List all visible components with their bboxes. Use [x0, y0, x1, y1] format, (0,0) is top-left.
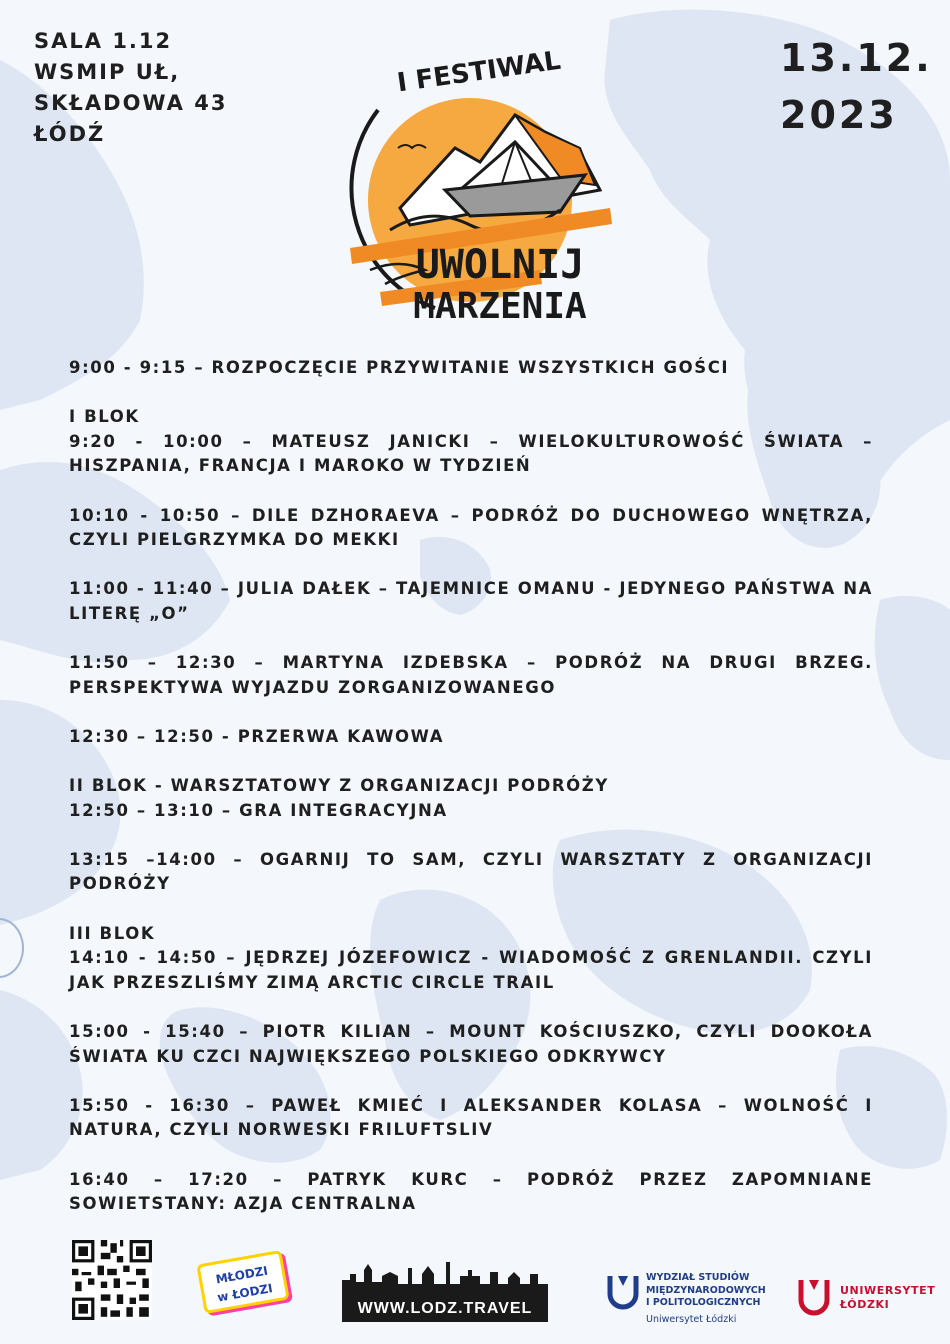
festival-logo — [330, 40, 620, 340]
travel-label: WWW.LODZ.TRAVEL — [342, 1296, 548, 1322]
schedule-item: 16:40 – 17:20 – PATRYK KURC – PODRÓŻ PRZEZ ZAPOMNIANE SOWIETSTANY: AZJA CENTRALNA — [69, 1169, 873, 1214]
wsmip-line: WYDZIAŁ STUDIÓW — [646, 1272, 750, 1283]
schedule-item: 14:10 - 14:50 – JĘDRZEJ JÓZEFOWICZ - WIADOMOŚĆ Z GRENLANDII. CZYLI JAK PRZESZLIŚMY ZIMĄ ARCTIC CIRCLE TRAIL — [69, 948, 873, 992]
venue-line: ŁÓDŹ — [34, 122, 106, 146]
venue-line: WSMIP UŁ, — [34, 60, 181, 84]
logo-title-line1: UWOLNIJ — [415, 242, 585, 288]
wsmip-university: Uniwersytet Łódzki — [646, 1314, 737, 1325]
schedule-item: 12:30 – 12:50 - PRZERWA KAWOWA — [69, 726, 445, 746]
mlodzi-w-lodzi-logo[interactable] — [196, 1250, 289, 1314]
block-title: II BLOK - WARSZTATOWY Z ORGANIZACJI PODRÓŻY — [69, 776, 609, 796]
uniwersytet-lodzki-logo[interactable] — [796, 1276, 936, 1320]
schedule-item: 10:10 - 10:50 – DILE DZHORAEVA – PODRÓŻ DO DUCHOWEGO WNĘTRZA, CZYLI PIELGRZYMKA DO MEKKI — [69, 505, 873, 550]
lodz-travel-logo[interactable] — [342, 1260, 548, 1322]
schedule-item: 15:50 - 16:30 – PAWEŁ KMIEĆ I ALEKSANDER KOLASA – WOLNOŚĆ I NATURA, CZYLI NORWESKI FRILUFTSLIV — [69, 1095, 873, 1140]
venue-line: SALA 1.12 — [34, 29, 173, 53]
ul-line: ŁÓDZKI — [840, 1298, 890, 1311]
venue-line: SKŁADOWA 43 — [34, 91, 228, 115]
schedule — [69, 356, 873, 1217]
schedule-item: 9:00 - 9:15 – ROZPOCZĘCIE PRZYWITANIE WSZYSTKICH GOŚCI — [69, 358, 730, 377]
schedule-item: 9:20 - 10:00 – MATEUSZ JANICKI – WIELOKULTUROWOŚĆ ŚWIATA – HISZPANIA, FRANCJA I MAROKO W TYDZIEŃ — [69, 431, 873, 476]
mlodzi-line2: w ŁODZI — [216, 1281, 274, 1305]
city-skyline-icon — [342, 1260, 548, 1298]
wsmip-line: I POLITOLOGICZNYCH — [646, 1297, 761, 1308]
event-date — [780, 30, 933, 144]
footer-logos — [0, 1232, 950, 1344]
schedule-item: 13:15 –14:00 – OGARNIJ TO SAM, CZYLI WARSZTATY Z ORGANIZACJI PODRÓŻY — [69, 849, 873, 894]
logo-title-line2: MARZENIA — [413, 286, 587, 327]
ul-name — [840, 1284, 935, 1312]
ul-line: UNIWERSYTET — [840, 1284, 936, 1297]
wsmip-line: MIĘDZYNARODOWYCH — [646, 1284, 766, 1296]
mlodzi-line1: MŁODZI — [214, 1263, 269, 1287]
block-title: III BLOK — [69, 923, 156, 943]
wsmip-name — [646, 1272, 766, 1310]
venue-address — [34, 26, 227, 150]
qr-code-icon[interactable] — [72, 1240, 152, 1320]
logo-festival-text: I FESTIWAL — [395, 45, 563, 99]
schedule-item: 15:00 - 15:40 – PIOTR KILIAN – MOUNT KOŚCIUSZKO, CZYLI DOOKOŁA ŚWIATA KU CZCI NAJWIĘKSZEGO POLSKIEGO ODKRYWCY — [69, 1022, 873, 1066]
wsmip-emblem-icon — [606, 1272, 640, 1310]
event-date-day: 13.12. — [780, 36, 933, 80]
wsmip-logo[interactable] — [606, 1272, 776, 1330]
schedule-item: 12:50 – 13:10 – GRA INTEGRACYJNA — [69, 800, 448, 820]
schedule-item: 11:50 – 12:30 – MARTYNA IZDEBSKA – PODRÓŻ NA DRUGI BRZEG. PERSPEKTYWA WYJAZDU ZORGANIZOWANEGO — [69, 653, 873, 697]
event-date-year: 2023 — [780, 93, 898, 137]
schedule-item: 11:00 - 11:40 – JULIA DAŁEK – TAJEMNICE OMANU - JEDYNEGO PAŃSTWA NA LITERĘ „O” — [69, 579, 873, 623]
block-title: I BLOK — [69, 407, 140, 427]
ul-emblem-icon — [796, 1276, 832, 1316]
